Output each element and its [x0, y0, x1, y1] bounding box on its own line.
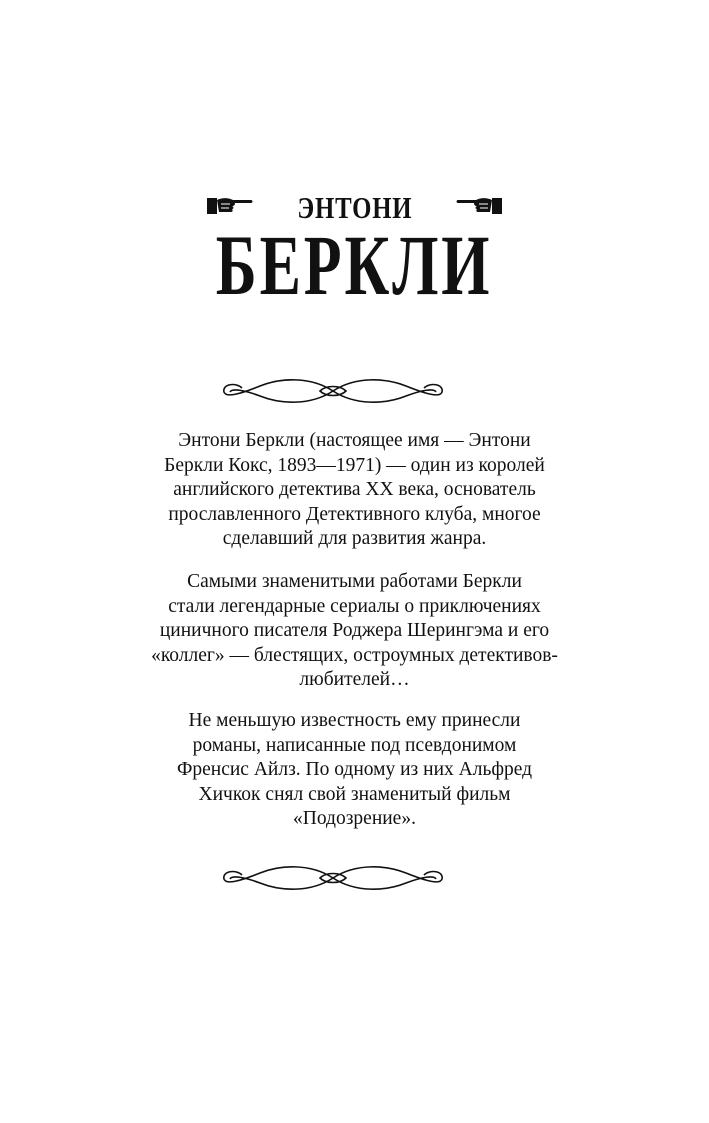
- text-line: циничного писателя Роджера Шерингэма и его: [159, 620, 550, 641]
- author-first-name: ЭНТОНИ: [297, 190, 412, 225]
- text-line: «коллег» — блестящих, остроумных детективов-: [151, 644, 558, 666]
- text-line: английского детектива XX века, основатель: [173, 479, 536, 500]
- text-line: сделавший для развития жанра.: [222, 528, 487, 549]
- text-line: Энтони Беркли (настоящее имя — Энтони: [178, 430, 531, 451]
- text-line: романы, написанные под псевдонимом: [192, 734, 517, 756]
- text-line: Беркли Кокс, 1893—1971) — один из королей: [164, 454, 545, 476]
- text-line: Не меньшую известность ему принесли: [188, 710, 521, 731]
- author-last-name: БЕРКЛИ: [216, 217, 493, 313]
- flourish-ornament-top: [220, 374, 446, 408]
- paragraph-2: [100, 570, 609, 693]
- text-line: Френсис Айлз. По одному из них Альфред: [176, 759, 533, 780]
- text-line: Хичкок снял свой знаменитый фильм: [198, 783, 511, 805]
- text-line: стали легендарные сериалы о приключениях: [168, 595, 541, 617]
- text-line: прославленного Детективного клуба, многое: [168, 503, 541, 525]
- text-line: «Подозрение».: [293, 808, 416, 829]
- text-line: любителей…: [299, 669, 410, 690]
- flourish-ornament-bottom: [220, 861, 446, 895]
- author-last-name-row: [0, 217, 709, 313]
- paragraph-3: [100, 709, 609, 832]
- paragraph-1: [100, 429, 609, 552]
- text-line: Самыми знаменитыми работами Беркли: [187, 571, 522, 592]
